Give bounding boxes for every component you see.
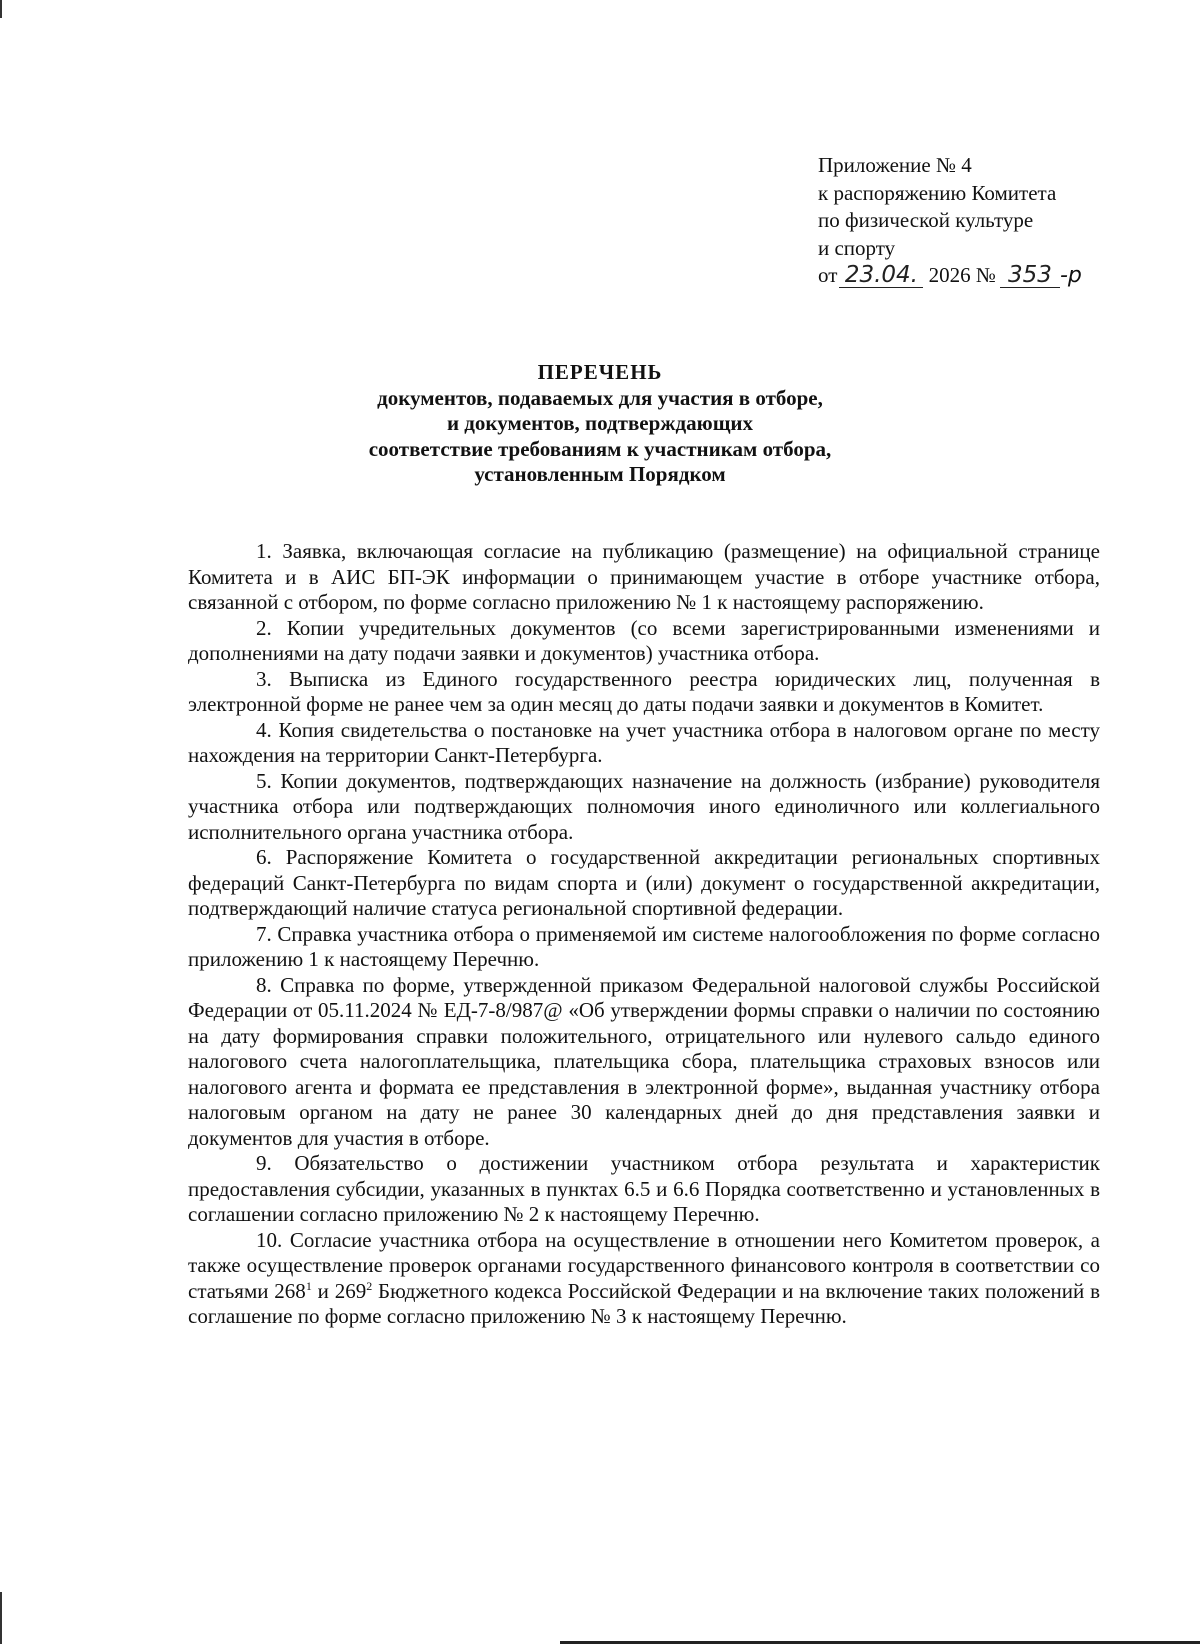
list-item-5: 5. Копии документов, подтверждающих назначение на должность (избрание) руководителя участника отбора или подтверждающих полномочия иного единоличного или коллегиального исполнительного органа участника отбора.	[188, 768, 1100, 844]
documents-list	[188, 539, 1100, 1330]
year-and-number-sign: 2026 №	[928, 263, 996, 287]
scan-edge-mark-top	[0, 0, 2, 18]
handwritten-date: 23.04.	[839, 263, 923, 288]
item10-superscript-1: 1	[305, 1278, 312, 1293]
list-item-9: 9. Обязательство о достижении участником отбора результата и характеристик предоставления субсидии, указанных в пунктах 6.5 и 6.6 Порядка соответственно и установленных в соглашении согласно приложению № 2 к настоящему Перечню.	[188, 1151, 1100, 1226]
appendix-line-1: Приложение № 4	[818, 153, 972, 177]
title-line-4: установленным Порядком	[474, 462, 726, 486]
list-item-3: 3. Выписка из Единого государственного реестра юридических лиц, полученная в электронной форме не ранее чем за один месяц до даты подачи заявки и документов в Комитет.	[188, 666, 1100, 716]
title-line-1: документов, подаваемых для участия в отборе,	[377, 385, 823, 410]
title-heading: ПЕРЕЧЕНЬ	[537, 360, 663, 384]
title-line-3: соответствие требованиям к участникам отбора,	[368, 436, 832, 461]
appendix-header	[818, 152, 1178, 292]
handwritten-number: 353	[1000, 263, 1060, 288]
list-item-7: 7. Справка участника отбора о применяемой им системе налогообложения по форме согласно приложению 1 к настоящему Перечню.	[188, 921, 1100, 971]
appendix-line-3: по физической культуре	[818, 208, 1034, 232]
handwritten-number-suffix: -р	[1059, 263, 1082, 288]
item10-superscript-2: 2	[366, 1278, 373, 1293]
appendix-line-4: и спорту	[818, 235, 896, 260]
title-line-2: и документов, подтверждающих	[446, 411, 754, 435]
list-item-6: 6. Распоряжение Комитета о государственной аккредитации региональных спортивных федераций Санкт-Петербурга по видам спорта и (или) документ о государственной аккредитации, подтверждающий наличие статуса региональной спортивной федерации.	[188, 845, 1100, 920]
list-item-2: 2. Копии учредительных документов (со всеми зарегистрированными изменениями и дополнениями на дату подачи заявки и документов) участника отбора.	[188, 615, 1100, 665]
appendix-line-2: к распоряжению Комитета	[818, 180, 1057, 205]
date-prefix: от	[818, 263, 838, 287]
item10-text-part1: 10. Согласие участника отбора на осуществление в отношении него Комитетом проверок, а также осуществление проверок органами государственного финансового контроля в соответствии со статьями 268	[188, 1227, 1100, 1303]
list-item-1: 1. Заявка, включающая согласие на публикацию (размещение) на официальной странице Комитета и в АИС БП-ЭК информации о принимающем участие в отборе участнике отбора, связанной с отбором, по форме согласно приложению № 1 к настоящему распоряжению.	[188, 539, 1100, 614]
appendix-date-line	[818, 262, 1178, 292]
document-title	[300, 360, 900, 488]
list-item-10	[188, 1228, 1100, 1330]
item10-text-part3: Бюджетного кодекса Российской Федерации и на включение таких положений в соглашение по форме согласно приложению № 3 к настоящему Перечню.	[188, 1278, 1100, 1328]
list-item-8: 8. Справка по форме, утвержденной приказом Федеральной налоговой службы Российской Федерации от 05.11.2024 № ЕД-7-8/987@ «Об утверждении формы справки о наличии по состоянию на дату формирования справки положительного, отрицательного или нулевого сальдо единого налогового счета налогоплательщика, плательщика сбора, плательщика страховых взносов или налогового агента и формата ее представления в электронной форме», выданная участнику отбора налоговым органом на дату не ранее 30 календарных дней до дня представления заявки и документов для участия в отборе.	[188, 972, 1100, 1150]
list-item-4: 4. Копия свидетельства о постановке на учет участника отбора в налоговом органе по месту нахождения на территории Санкт-Петербурга.	[188, 717, 1100, 767]
scan-edge-mark-bottom	[0, 1592, 2, 1644]
item10-text-part2: и 269	[311, 1278, 367, 1303]
